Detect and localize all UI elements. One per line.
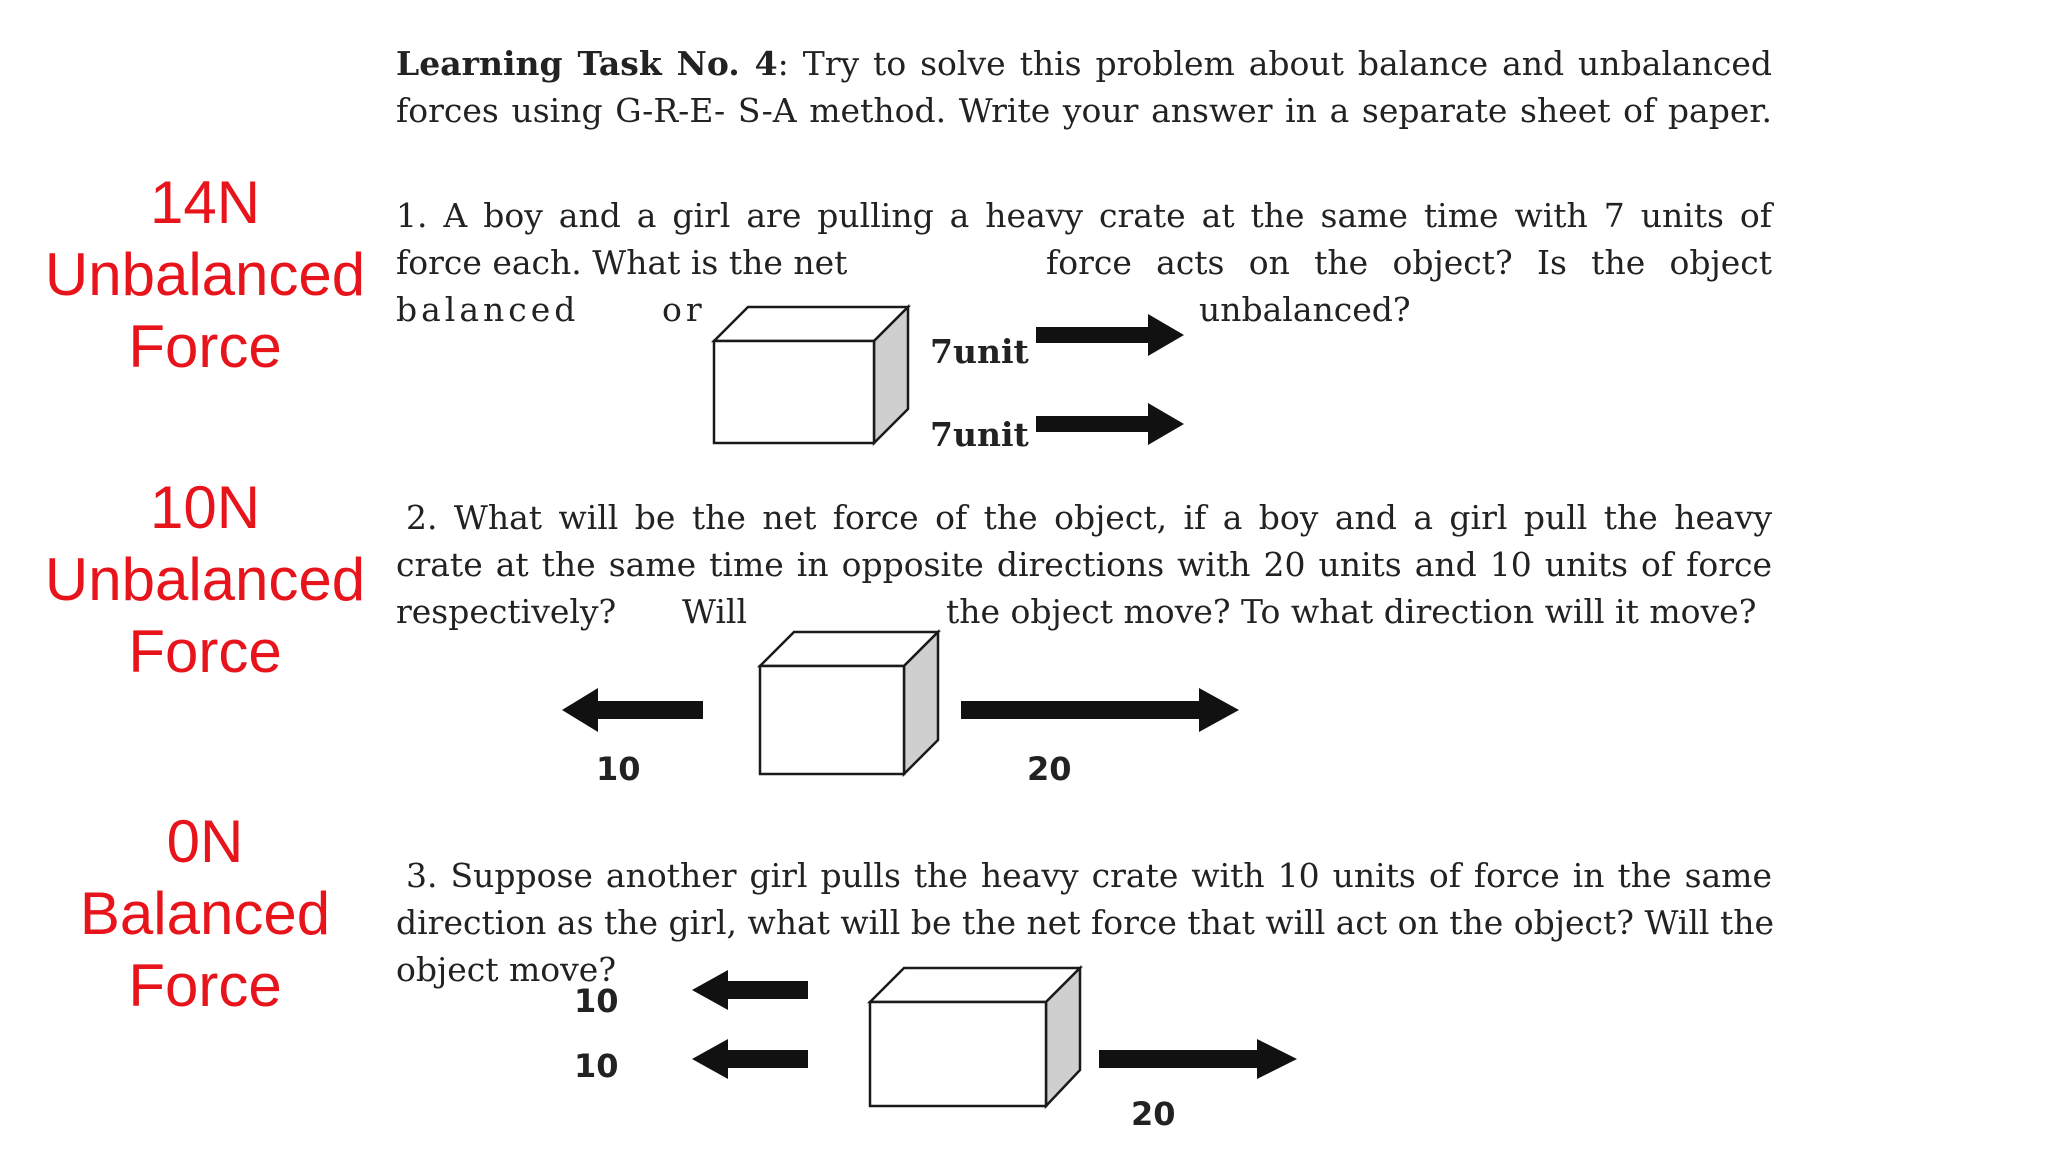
crate-2 — [758, 630, 943, 780]
answer-3-type: Balanced — [79, 880, 331, 947]
answer-2-force: Force — [128, 618, 282, 685]
question-2-line-2: crate at the same time in opposite directions with 20 units and 10 units of force — [396, 545, 1772, 584]
task-header-line-1 — [396, 40, 1772, 87]
q1-force-label-1: 7unit — [930, 332, 1029, 371]
answer-1-value: 14N — [149, 169, 261, 236]
question-1-line-2b: force acts on the object? Is the object — [1046, 243, 1772, 282]
q1-force-label-2: 7unit — [930, 415, 1029, 454]
question-1-line-1: 1. A boy and a girl are pulling a heavy crate at the same time with 7 units of — [396, 196, 1772, 235]
answer-2 — [25, 472, 385, 688]
question-1-line-2a: force each. What is the net — [396, 243, 848, 282]
task-header — [396, 40, 1772, 134]
answer-3-value: 0N — [166, 808, 244, 875]
q3-left-force-label-1: 10 — [574, 982, 619, 1020]
answer-3 — [25, 806, 385, 1022]
answer-2-value: 10N — [149, 474, 261, 541]
q2-left-force-label: 10 — [596, 750, 641, 788]
q2-right-arrow — [961, 685, 1241, 735]
q3-right-arrow — [1099, 1037, 1299, 1081]
answer-1-force: Force — [128, 313, 282, 380]
task-instruction: : Try to solve this problem about balance and unbalanced — [777, 44, 1772, 83]
question-3-line-1: 3. Suppose another girl pulls the heavy crate with 10 units of force in the same — [406, 856, 1772, 895]
task-header-line-2: forces using G-R-E- S-A method. Write your answer in a separate sheet of paper. — [396, 91, 1772, 130]
question-2-line-3c: the object move? To what direction will it move? — [946, 592, 1757, 631]
question-3-line-2: direction as the girl, what will be the net force that will act on the object? Will the — [396, 903, 1775, 942]
q2-left-arrow — [560, 685, 705, 735]
question-3 — [396, 852, 1775, 1002]
answer-2-type: Unbalanced — [44, 546, 366, 613]
q2-right-force-label: 20 — [1027, 750, 1072, 788]
crate-3 — [868, 966, 1083, 1112]
task-label: Learning Task No. 4 — [396, 44, 778, 83]
question-2-line-3a: respectively? — [396, 592, 617, 631]
question-3-line-3: object move? — [396, 950, 617, 989]
q3-left-arrow-1 — [690, 968, 810, 1012]
crate-1 — [712, 305, 912, 445]
question-1-line-3a: balanced — [396, 290, 580, 329]
q3-left-force-label-2: 10 — [574, 1047, 619, 1085]
q3-right-force-label: 20 — [1131, 1095, 1176, 1133]
q1-right-arrow-2 — [1036, 399, 1186, 449]
question-2 — [396, 494, 1772, 644]
answer-1-type: Unbalanced — [44, 241, 366, 308]
answer-1 — [25, 167, 385, 383]
question-2-line-1: 2. What will be the net force of the object, if a boy and a girl pull the heavy — [406, 498, 1772, 537]
question-1-line-3b: or — [662, 290, 706, 329]
question-2-line-3b: Will — [682, 592, 748, 631]
question-1-line-3c: unbalanced? — [1199, 290, 1411, 329]
q1-right-arrow-1 — [1036, 310, 1186, 360]
answer-3-force: Force — [128, 952, 282, 1019]
q3-left-arrow-2 — [690, 1037, 810, 1081]
